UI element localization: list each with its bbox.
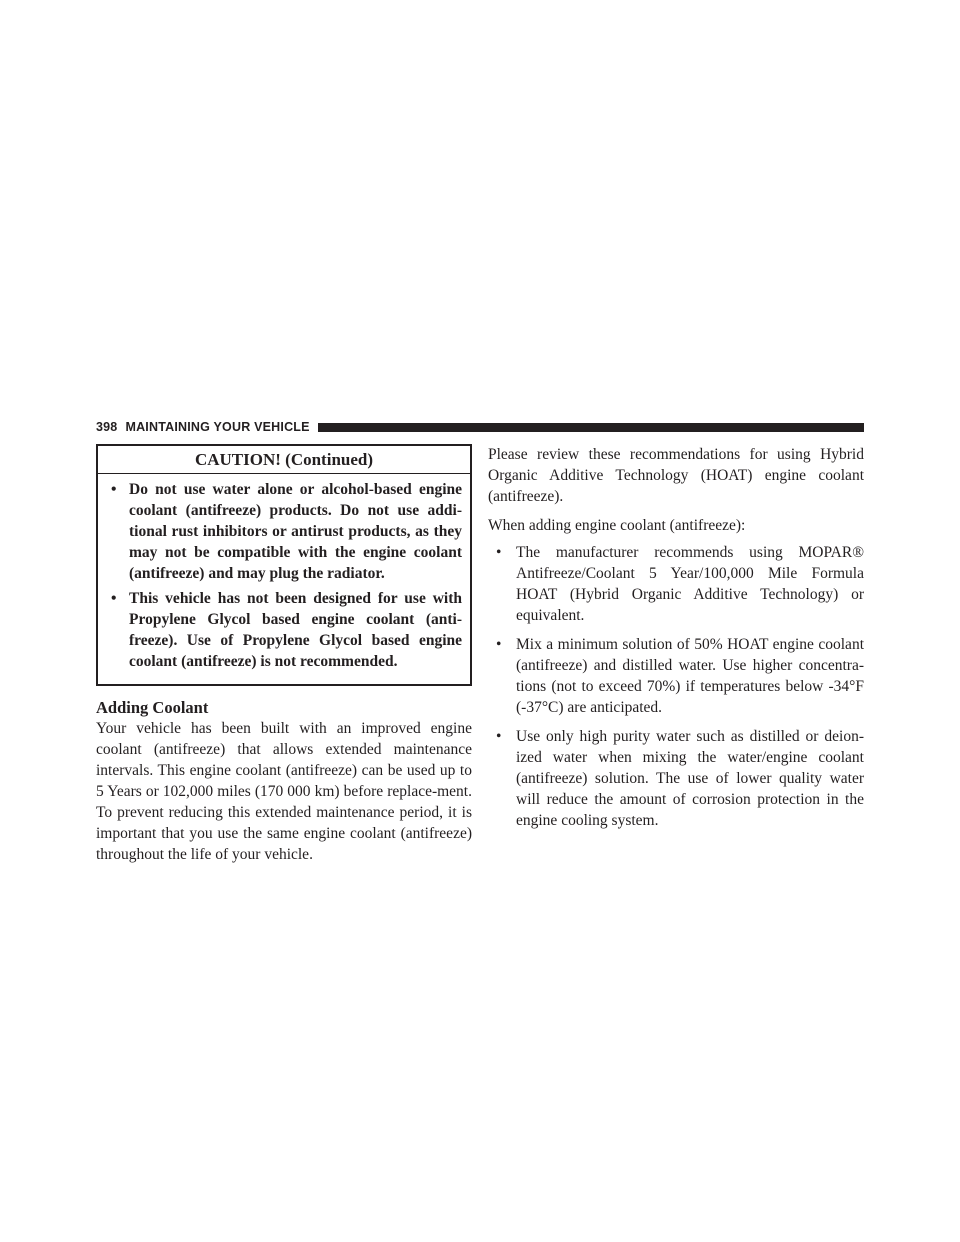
recommendation-item xyxy=(496,634,864,718)
caution-box xyxy=(96,444,472,686)
header-rule xyxy=(318,423,864,432)
bullet-icon: • xyxy=(496,728,502,745)
caution-item xyxy=(106,479,462,584)
recommendation-item xyxy=(496,542,864,626)
caution-item xyxy=(106,588,462,672)
recommendation-text: Use only high purity water such as distilled or deion-ized water when mixing the water/engine coolant (antifreeze) solution. The use of lower quality water will reduce the amount of corrosion protection in the engine cooling system. xyxy=(516,728,864,829)
recommendation-list xyxy=(488,542,864,831)
caution-item-text: This vehicle has not been designed for use with Propylene Glycol based engine coolant (anti-freeze). Use of Propylene Glycol based engine coolant (antifreeze) is not recommended. xyxy=(129,590,462,670)
bullet-icon: • xyxy=(111,481,117,498)
recommendation-text: The manufacturer recommends using MOPAR® Antifreeze/Coolant 5 Year/100,000 Mile Formula HOAT (Hybrid Organic Additive Technology) or equivalent. xyxy=(516,544,864,624)
bullet-icon: • xyxy=(496,636,502,653)
caution-title: CAUTION! (Continued) xyxy=(98,446,470,474)
recommendation-text: Mix a minimum solution of 50% HOAT engine coolant (antifreeze) and distilled water. Use higher concentra-tions (not to exceed 70%) if temperatures below -34°F (-37°C) are anticipated. xyxy=(516,636,864,716)
right-column xyxy=(488,444,864,839)
left-column xyxy=(96,444,472,865)
page-number: 398 xyxy=(96,420,118,434)
recommendation-item xyxy=(496,726,864,831)
bullet-icon: • xyxy=(111,590,117,607)
hoat-intro: Please review these recommendations for using Hybrid Organic Additive Technology (HOAT) engine coolant (antifreeze). xyxy=(488,446,864,505)
caution-list xyxy=(98,474,470,684)
adding-coolant-body: Your vehicle has been built with an improved engine coolant (antifreeze) that allows extended maintenance intervals. This engine coolant (antifreeze) can be used up to 5 Years or 102,000 miles (170 000 km) before replace-ment. To prevent reducing this extended maintenance period, it is important that you use the same engine coolant (antifreeze) throughout the life of your vehicle. xyxy=(96,720,472,863)
section-title: MAINTAINING YOUR VEHICLE xyxy=(125,420,310,434)
page-header xyxy=(96,417,864,437)
adding-coolant-heading: Adding Coolant xyxy=(96,698,209,717)
adding-lead: When adding engine coolant (antifreeze): xyxy=(488,517,746,534)
caution-item-text: Do not use water alone or alcohol-based engine coolant (antifreeze) products. Do not use addi-tional rust inhibitors or antirust products, as they may not be compatible with the engine coolant (antifreeze) and may plug the radiator. xyxy=(129,481,462,582)
bullet-icon: • xyxy=(496,544,502,561)
